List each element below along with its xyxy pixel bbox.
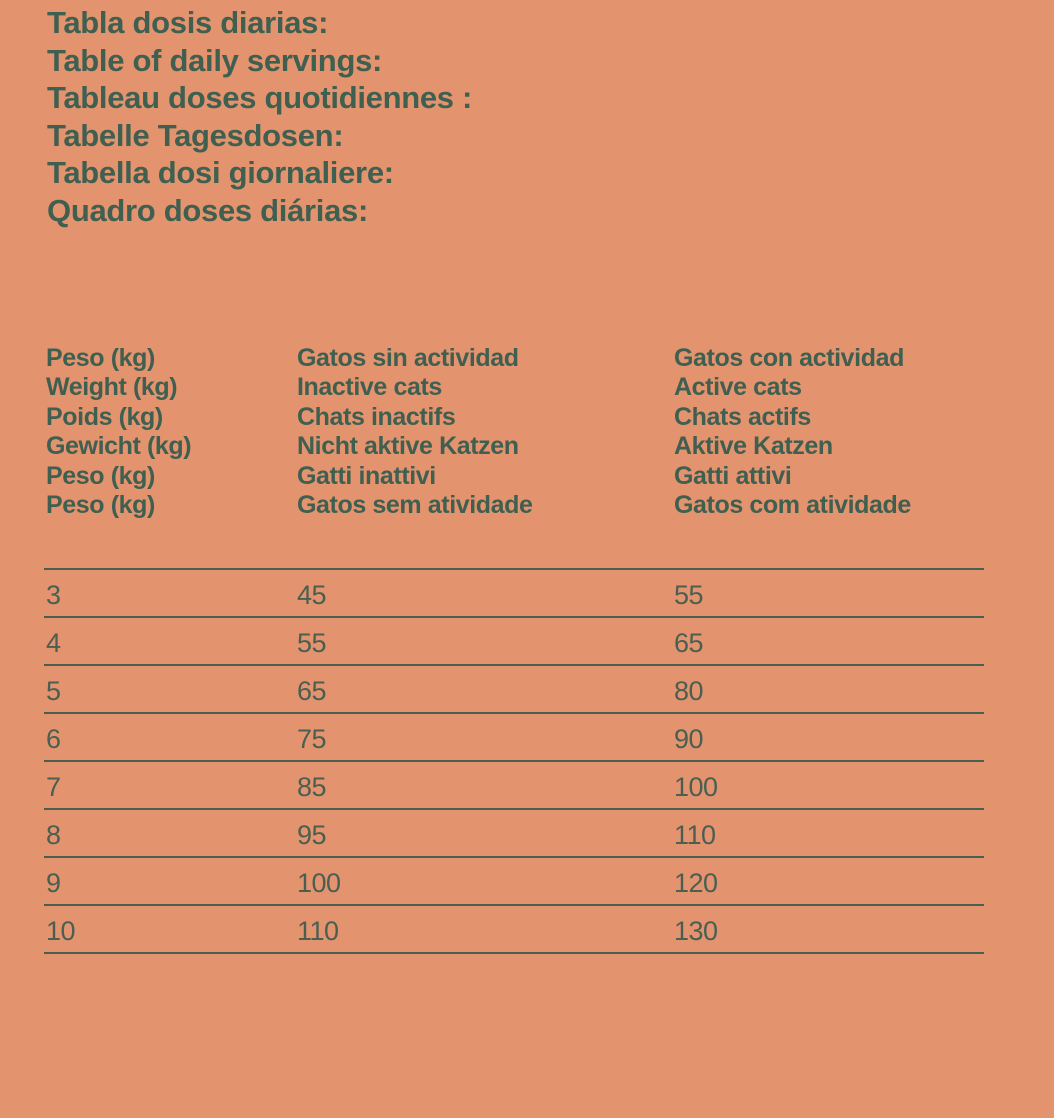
header-label: Inactive cats <box>297 373 442 402</box>
active-cell: 130 <box>674 916 718 946</box>
weight-cell: 10 <box>46 916 76 946</box>
inactive-cell: 95 <box>297 820 327 850</box>
weight-cell: 8 <box>46 820 61 850</box>
daily-servings-table <box>44 568 984 954</box>
header-label: Peso (kg) <box>46 491 155 520</box>
inactive-cell: 85 <box>297 772 327 802</box>
inactive-cell: 45 <box>297 580 327 610</box>
multilingual-title <box>47 4 472 230</box>
header-label: Weight (kg) <box>46 373 178 402</box>
header-label: Peso (kg) <box>46 461 155 490</box>
inactive-column-header <box>297 344 533 520</box>
header-label: Aktive Katzen <box>674 432 833 461</box>
header-label: Peso (kg) <box>46 344 155 372</box>
header-label: Chats actifs <box>674 402 811 431</box>
inactive-cell: 65 <box>297 676 327 706</box>
title-es: Tabla dosis diarias: <box>47 5 329 40</box>
header-label: Poids (kg) <box>46 402 163 431</box>
active-cell: 100 <box>674 772 718 802</box>
table-row <box>44 810 984 858</box>
weight-cell: 9 <box>46 868 61 898</box>
title-pt: Quadro doses diárias: <box>47 192 369 228</box>
header-label: Gatos com atividade <box>674 491 911 520</box>
table-row <box>44 666 984 714</box>
weight-cell: 7 <box>46 772 61 802</box>
header-label: Gatti inattivi <box>297 461 436 490</box>
weight-cell: 6 <box>46 724 61 754</box>
table-row <box>44 858 984 906</box>
table-row <box>44 618 984 666</box>
weight-cell: 4 <box>46 628 61 658</box>
title-en: Table of daily servings: <box>47 42 383 78</box>
active-cell: 80 <box>674 676 704 706</box>
active-cell: 110 <box>674 820 716 850</box>
header-label: Gewicht (kg) <box>46 432 192 461</box>
header-label: Nicht aktive Katzen <box>297 432 519 461</box>
inactive-cell: 55 <box>297 628 327 658</box>
active-cell: 120 <box>674 868 718 898</box>
table-row <box>44 714 984 762</box>
active-cell: 90 <box>674 724 704 754</box>
header-label: Gatti attivi <box>674 461 792 490</box>
header-label: Gatos sin actividad <box>297 344 519 372</box>
weight-cell: 5 <box>46 676 61 706</box>
active-cell: 65 <box>674 628 704 658</box>
header-label: Gatos con actividad <box>674 344 904 372</box>
title-de: Tabelle Tagesdosen: <box>47 117 344 153</box>
header-label: Gatos sem atividade <box>297 491 533 520</box>
table-row <box>44 570 984 618</box>
active-cell: 55 <box>674 580 704 610</box>
table-row <box>44 762 984 810</box>
inactive-cell: 75 <box>297 724 327 754</box>
title-fr: Tableau doses quotidiennes : <box>47 80 473 116</box>
inactive-cell: 100 <box>297 868 341 898</box>
header-label: Active cats <box>674 373 802 402</box>
inactive-cell: 110 <box>297 916 339 946</box>
title-it: Tabella dosi giornaliere: <box>47 155 394 191</box>
weight-cell: 3 <box>46 580 61 610</box>
table-row <box>44 906 984 954</box>
active-column-header <box>674 344 911 520</box>
weight-column-header <box>46 344 191 520</box>
header-label: Chats inactifs <box>297 402 456 431</box>
